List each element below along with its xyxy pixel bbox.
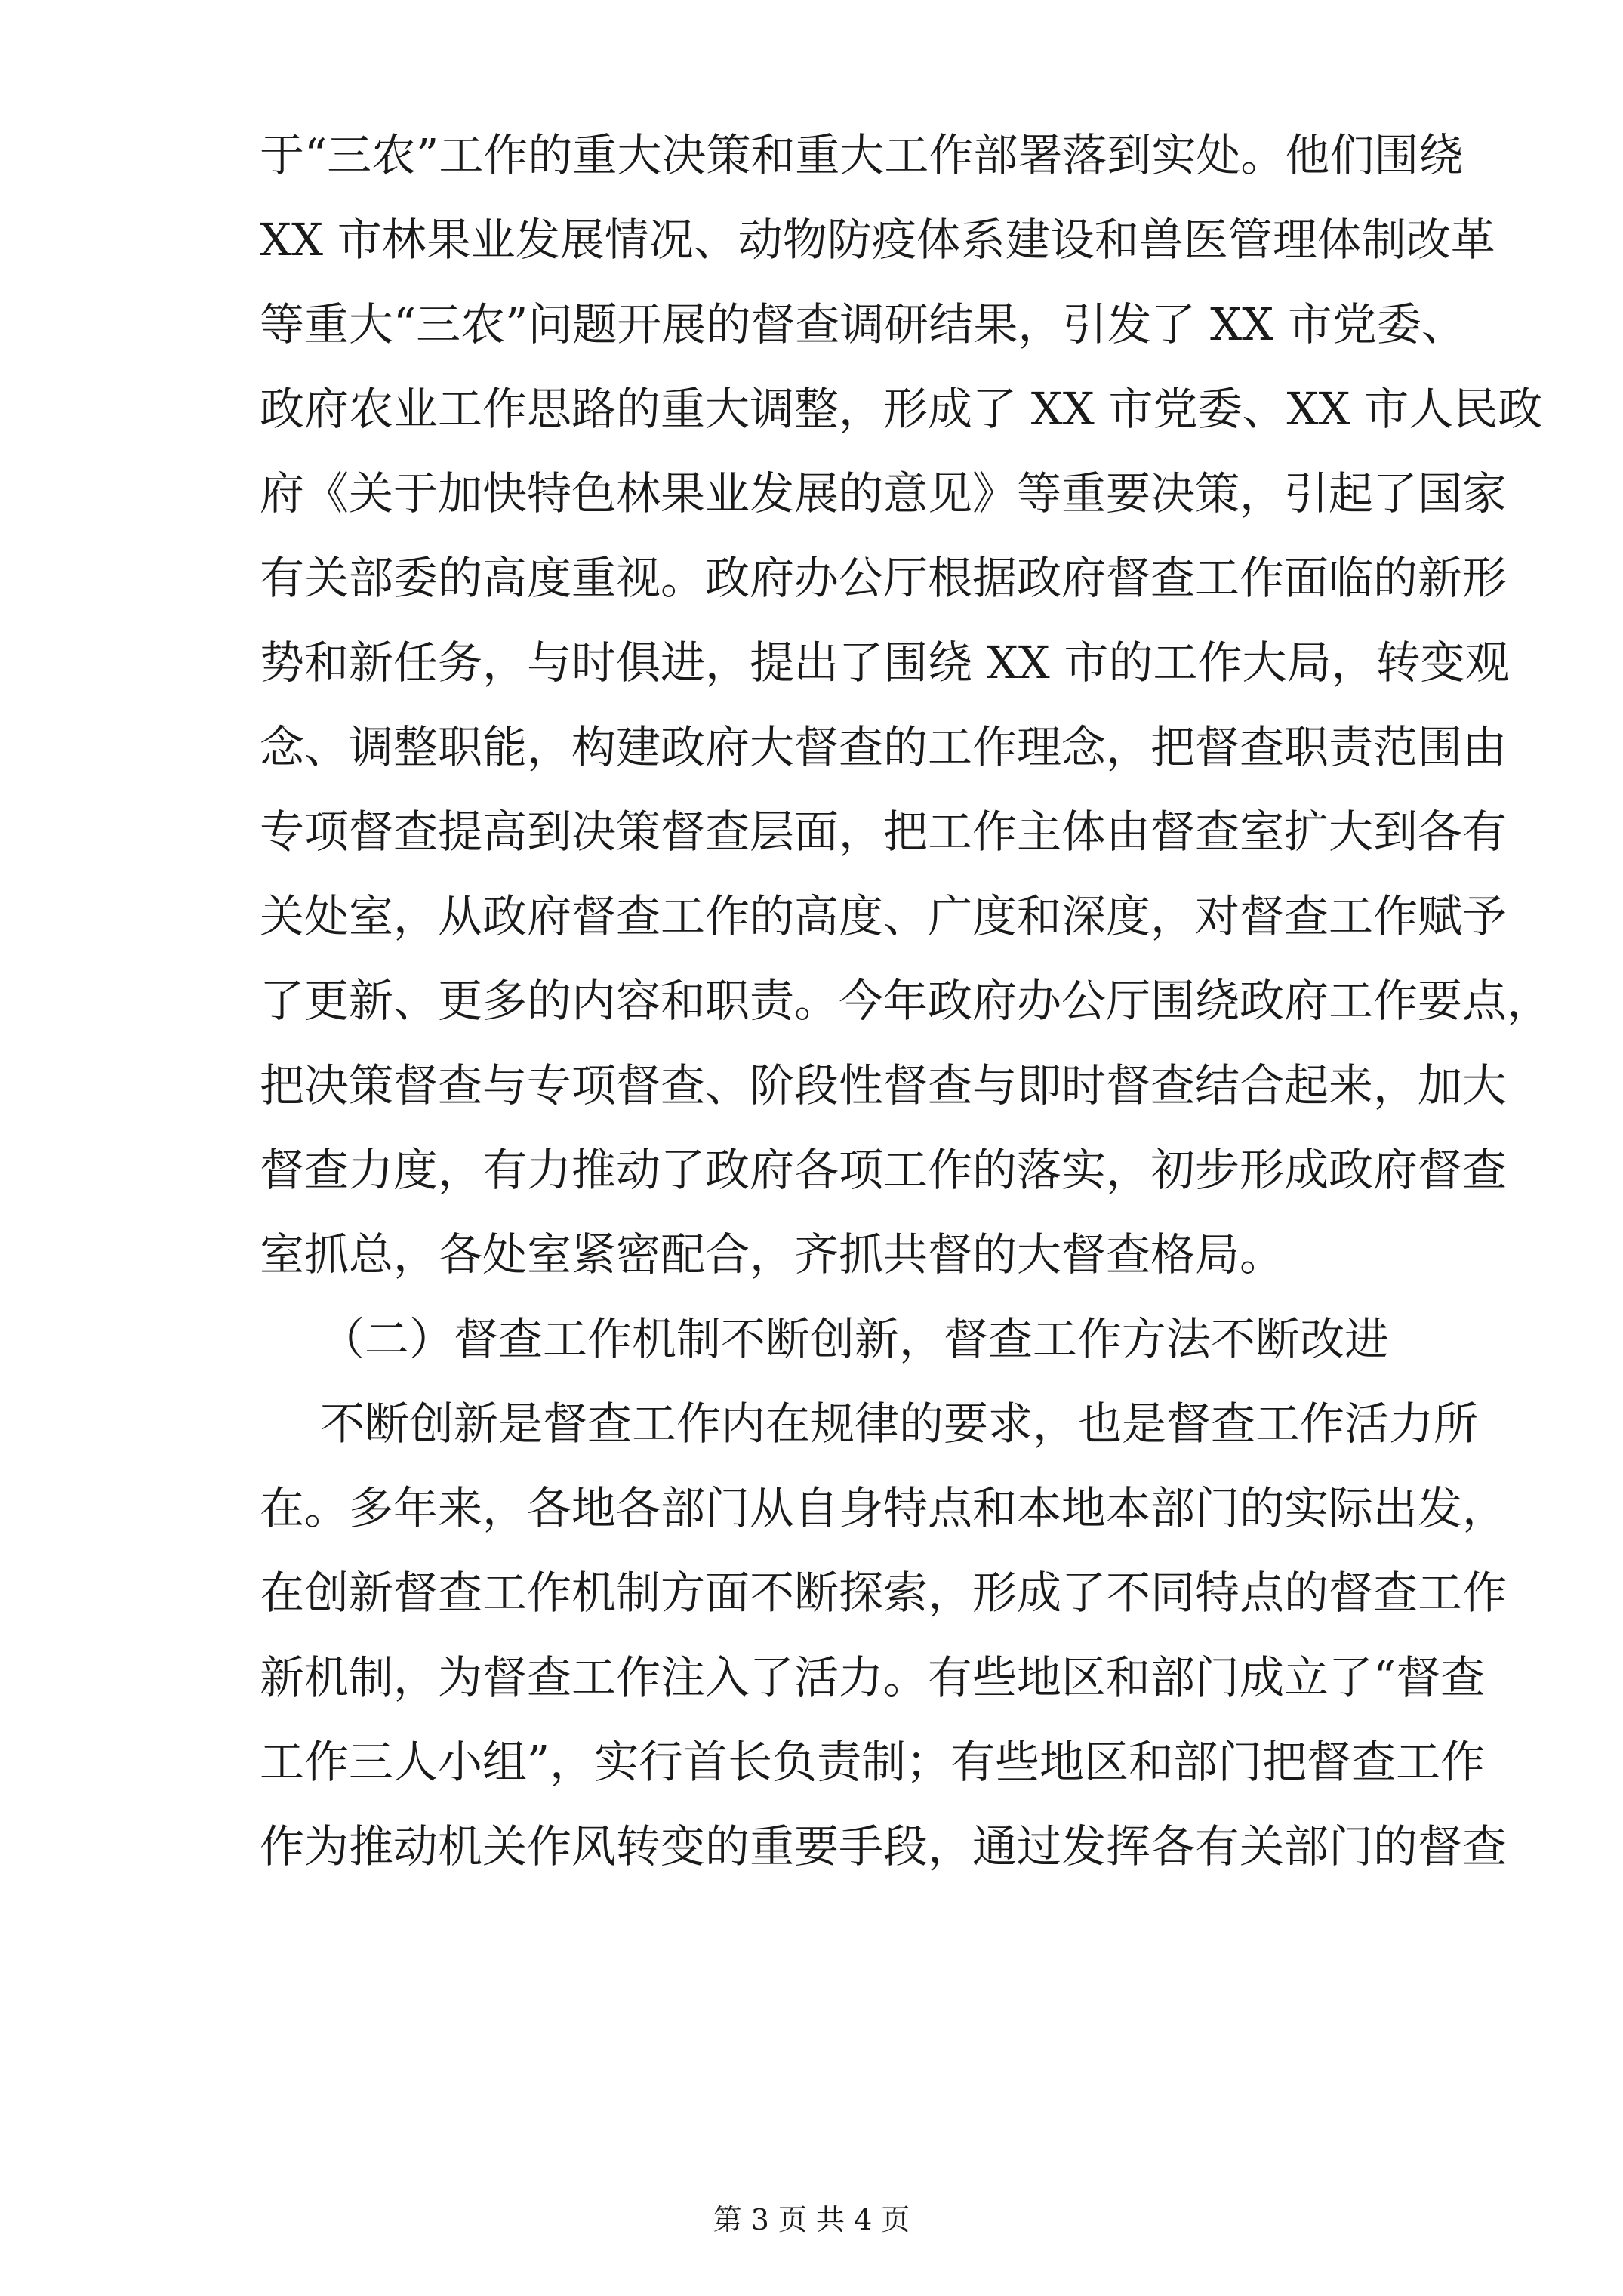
text-line: 势和新任务，与时俱进，提出了围绕 XX 市的工作大局，转变观 bbox=[260, 636, 1510, 689]
page-number-label: 第 3 页 共 4 页 bbox=[713, 2203, 910, 2236]
text-line: 在创新督查工作机制方面不断探索，形成了不同特点的督查工作 bbox=[260, 1567, 1508, 1619]
text-line: 室抓总，各处室紧密配合，齐抓共督的大督查格局。 bbox=[260, 1228, 1285, 1281]
page-footer bbox=[0, 2197, 1623, 2242]
text-line: 工作三人小组”，实行首长负责制；有些地区和部门把督查工作 bbox=[260, 1736, 1486, 1788]
text-line: 政府农业工作思路的重大调整，形成了 XX 市党委、XX 市人民政 bbox=[260, 383, 1543, 435]
text-line: 在。多年来，各地各部门从自身特点和本地本部门的实际出发， bbox=[260, 1482, 1508, 1534]
text-line: 把决策督查与专项督查、阶段性督查与即时督查结合起来，加大 bbox=[260, 1059, 1508, 1111]
text-line: 不断创新是督查工作内在规律的要求，也是督查工作活力所 bbox=[320, 1398, 1479, 1450]
text-line: 念、调整职能，构建政府大督查的工作理念，把督查职责范围由 bbox=[260, 721, 1508, 773]
text-line: 督查力度，有力推动了政府各项工作的落实，初步形成政府督查 bbox=[260, 1144, 1508, 1196]
text-line: 关处室，从政府督查工作的高度、广度和深度，对督查工作赋予 bbox=[260, 890, 1508, 942]
section-heading: （二）督查工作机制不断创新，督查工作方法不断改进 bbox=[320, 1313, 1390, 1365]
text-line: 于“三农”工作的重大决策和重大工作部署落到实处。他们围绕 bbox=[260, 129, 1464, 181]
text-line: 有关部委的高度重视。政府办公厅根据政府督查工作面临的新形 bbox=[260, 552, 1508, 604]
text-line: 专项督查提高到决策督查层面，把工作主体由督查室扩大到各有 bbox=[260, 806, 1508, 858]
text-line: XX 市林果业发展情况、动物防疫体系建设和兽医管理体制改革 bbox=[260, 214, 1495, 266]
text-line: 作为推动机关作风转变的重要手段，通过发挥各有关部门的督查 bbox=[260, 1820, 1508, 1872]
text-line: 府《关于加快特色林果业发展的意见》等重要决策，引起了国家 bbox=[260, 467, 1508, 519]
text-line: 新机制，为督查工作注入了活力。有些地区和部门成立了“督查 bbox=[260, 1651, 1486, 1703]
text-line: 了更新、更多的内容和职责。今年政府办公厅围绕政府工作要点， bbox=[260, 975, 1552, 1027]
text-line: 等重大“三农”问题开展的督查调研结果，引发了 XX 市党委、 bbox=[260, 298, 1466, 350]
